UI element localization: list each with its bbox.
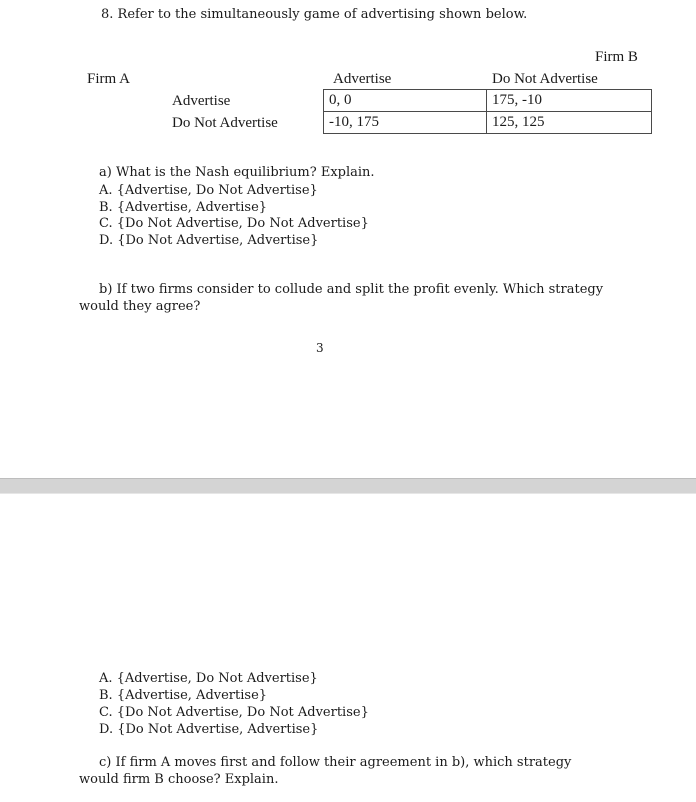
firm-a-label: Firm A xyxy=(87,71,130,87)
payoff-cell-advertise-do-not-advertise: 175, -10 xyxy=(486,89,652,112)
part-a-option-c: C. {Do Not Advertise, Do Not Advertise} xyxy=(99,216,369,231)
part-b-option-b: B. {Advertise, Advertise} xyxy=(99,688,268,703)
document-page-2 xyxy=(0,494,696,802)
part-a-option-b: B. {Advertise, Advertise} xyxy=(99,200,268,215)
firm-b-label: Firm B xyxy=(595,49,638,65)
part-b-prompt-line1: b) If two firms consider to collude and split the profit evenly. Which strategy xyxy=(99,282,604,297)
part-c-prompt-line1: c) If firm A moves first and follow their agreement in b), which strategy xyxy=(99,755,572,770)
part-c-prompt-line2: would firm B choose? Explain. xyxy=(79,772,279,787)
page-number: 3 xyxy=(316,341,324,355)
part-a-option-d: D. {Do Not Advertise, Advertise} xyxy=(99,233,319,248)
col-header-advertise: Advertise xyxy=(333,71,392,87)
page-separator xyxy=(0,478,696,494)
row-label-do-not-advertise: Do Not Advertise xyxy=(172,115,278,131)
payoff-cell-do-not-advertise-do-not-advertise: 125, 125 xyxy=(486,111,652,134)
part-a-option-a: A. {Advertise, Do Not Advertise} xyxy=(99,183,318,198)
payoff-cell-do-not-advertise-advertise: -10, 175 xyxy=(323,111,487,134)
part-b-option-d: D. {Do Not Advertise, Advertise} xyxy=(99,722,319,737)
part-b-option-a: A. {Advertise, Do Not Advertise} xyxy=(99,671,318,686)
row-label-advertise: Advertise xyxy=(172,93,231,109)
part-b-prompt-line2: would they agree? xyxy=(79,299,201,314)
part-b-option-c: C. {Do Not Advertise, Do Not Advertise} xyxy=(99,705,369,720)
col-header-do-not-advertise: Do Not Advertise xyxy=(492,71,598,87)
part-a-prompt: a) What is the Nash equilibrium? Explain. xyxy=(99,165,375,180)
payoff-cell-advertise-advertise: 0, 0 xyxy=(323,89,487,112)
question-header: 8. Refer to the simultaneously game of advertising shown below. xyxy=(101,7,528,22)
